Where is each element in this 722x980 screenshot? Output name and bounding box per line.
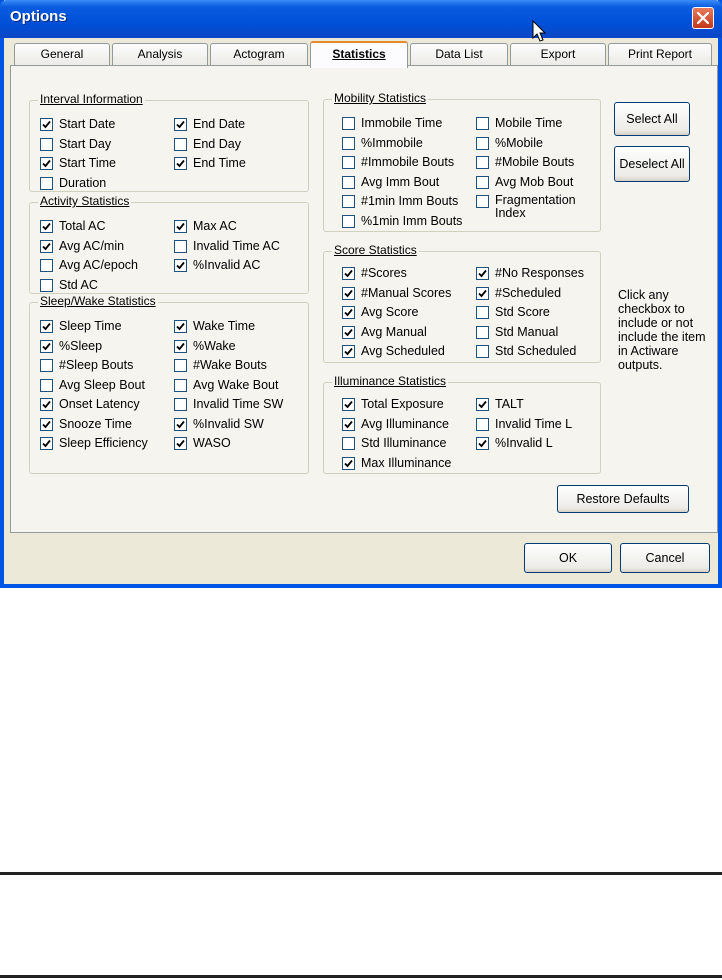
checkbox[interactable]	[342, 345, 355, 358]
checkbox-item[interactable]	[40, 358, 133, 374]
checkbox-item[interactable]	[342, 266, 407, 282]
activity-statistics-group	[29, 194, 309, 294]
score-statistics-group	[323, 243, 601, 363]
checkbox[interactable]	[342, 437, 355, 450]
checkbox[interactable]	[476, 117, 489, 130]
checkbox[interactable]	[342, 137, 355, 150]
checkmark-icon	[343, 288, 354, 299]
checkbox-item[interactable]	[40, 378, 145, 394]
checkbox-label: %Invalid AC	[193, 258, 261, 272]
checkbox-label: #Wake Bouts	[193, 358, 267, 372]
checkbox-label: Avg Imm Bout	[361, 174, 440, 189]
checkbox[interactable]	[476, 156, 489, 169]
checkbox-item[interactable]	[40, 278, 98, 294]
checkbox-label: Avg Scheduled	[361, 344, 445, 358]
checkbox[interactable]	[342, 418, 355, 431]
checkbox[interactable]	[174, 359, 187, 372]
checkbox-label: End Time	[193, 156, 246, 170]
checkmark-icon	[477, 288, 488, 299]
checkmark-icon	[175, 438, 186, 449]
checkmark-icon	[41, 221, 52, 232]
checkbox[interactable]	[174, 320, 187, 333]
checkbox-label: Onset Latency	[59, 397, 140, 411]
checkbox-item[interactable]	[342, 116, 442, 132]
checkbox[interactable]	[174, 437, 187, 450]
checkbox-label: #Mobile Bouts	[495, 155, 575, 169]
checkbox[interactable]	[40, 340, 53, 353]
checkbox-item[interactable]	[342, 175, 439, 191]
checkbox[interactable]	[342, 457, 355, 470]
checkbox-item[interactable]	[40, 219, 106, 235]
tab-analysis[interactable]: Analysis	[112, 43, 208, 65]
horizontal-rule	[0, 872, 722, 875]
checkbox-label: Sleep Efficiency	[59, 436, 148, 450]
checkmark-icon	[41, 419, 52, 430]
checkbox[interactable]	[342, 215, 355, 228]
help-text: Click any checkbox to include or not include the item in Actiware outputs.	[618, 288, 706, 372]
checkbox[interactable]	[40, 259, 53, 272]
tab-data-list[interactable]: Data List	[410, 43, 508, 65]
checkbox-label: Snooze Time	[59, 416, 132, 431]
checkmark-icon	[477, 268, 488, 279]
checkbox-item[interactable]	[342, 155, 454, 171]
checkbox-label: Sleep Time	[59, 319, 122, 333]
checkbox-item[interactable]	[476, 136, 543, 152]
checkbox-label: #Scores	[361, 266, 407, 280]
checkbox-label: Total AC	[59, 219, 106, 233]
checkbox-item[interactable]	[174, 397, 283, 413]
checkbox-item[interactable]	[342, 397, 444, 413]
checkmark-icon	[175, 260, 186, 271]
checkbox-label: Std Score	[495, 305, 550, 319]
checkbox[interactable]	[342, 176, 355, 189]
checkbox-item[interactable]	[476, 155, 574, 171]
checkmark-icon	[175, 419, 186, 430]
checkmark-icon	[41, 321, 52, 332]
checkbox-item[interactable]	[476, 325, 558, 341]
checkbox-item[interactable]	[40, 397, 140, 413]
checkbox-item[interactable]	[40, 137, 111, 153]
checkbox-label: #Scheduled	[495, 285, 562, 300]
close-icon	[697, 12, 709, 24]
checkbox-label: Avg Manual	[361, 324, 427, 339]
checkbox[interactable]	[476, 345, 489, 358]
checkmark-icon	[175, 119, 186, 130]
checkbox[interactable]	[342, 398, 355, 411]
checkbox-label: Max Illuminance	[361, 455, 452, 470]
checkbox[interactable]	[342, 306, 355, 319]
checkbox[interactable]	[174, 398, 187, 411]
checkbox-item[interactable]	[342, 194, 458, 210]
checkbox-item[interactable]	[174, 378, 278, 394]
checkbox-item[interactable]	[40, 117, 115, 133]
checkmark-icon	[343, 419, 354, 430]
checkbox[interactable]	[476, 437, 489, 450]
checkbox-label: Start Time	[59, 156, 116, 170]
window-title: Options	[10, 8, 67, 25]
checkbox-label: Mobile Time	[495, 116, 563, 130]
checkbox-label: #Sleep Bouts	[59, 358, 134, 372]
checkbox[interactable]	[174, 220, 187, 233]
checkbox-item[interactable]	[174, 436, 231, 452]
checkbox-label: Avg Mob Bout	[495, 174, 574, 189]
checkbox[interactable]	[40, 138, 53, 151]
checkmark-icon	[343, 346, 354, 357]
checkbox-label: TALT	[495, 397, 524, 411]
checkmark-icon	[175, 341, 186, 352]
group-title: Activity Statistics	[40, 194, 130, 208]
checkbox-label: Avg Score	[361, 305, 419, 319]
group-title: Sleep/Wake Statistics	[40, 294, 156, 308]
checkbox[interactable]	[174, 240, 187, 253]
checkbox[interactable]	[342, 195, 355, 208]
checkbox-item[interactable]	[174, 156, 246, 172]
checkbox-label: %Immobile	[361, 135, 423, 150]
checkbox-item[interactable]	[476, 266, 584, 282]
checkbox-label: Start Day	[59, 136, 112, 151]
checkbox-item[interactable]	[40, 339, 102, 355]
ok-button[interactable]: OK	[524, 543, 612, 573]
illuminance-statistics-group	[323, 374, 601, 474]
checkmark-icon	[343, 327, 354, 338]
checkbox[interactable]	[40, 398, 53, 411]
checkmark-icon	[175, 321, 186, 332]
checkbox[interactable]	[40, 279, 53, 292]
checkbox[interactable]	[342, 117, 355, 130]
checkbox-label: Invalid Time AC	[193, 238, 280, 253]
checkbox[interactable]	[40, 220, 53, 233]
checkbox-item[interactable]	[40, 239, 124, 255]
checkmark-icon	[41, 119, 52, 130]
checkmark-icon	[175, 158, 186, 169]
checkmark-icon	[477, 399, 488, 410]
checkbox-item[interactable]	[476, 305, 550, 321]
checkmark-icon	[41, 158, 52, 169]
checkbox[interactable]	[342, 287, 355, 300]
checkbox-item[interactable]	[342, 344, 445, 360]
checkbox-item[interactable]	[342, 417, 449, 433]
checkbox-label: Std Illuminance	[361, 436, 447, 450]
checkmark-icon	[41, 341, 52, 352]
checkbox-label: Wake Time	[193, 319, 256, 333]
checkbox-item[interactable]	[342, 136, 423, 152]
checkbox[interactable]	[342, 326, 355, 339]
checkbox-item[interactable]	[476, 397, 524, 413]
mobility-statistics-group	[323, 91, 601, 232]
checkbox-label: %Invalid L	[495, 436, 553, 450]
checkbox-label: WASO	[193, 436, 231, 450]
checkbox-label: Start Date	[59, 117, 116, 131]
checkbox-label: Std Scheduled	[495, 344, 577, 358]
checkbox-item[interactable]	[342, 286, 451, 302]
title-bar[interactable]	[0, 0, 722, 38]
checkbox[interactable]	[174, 157, 187, 170]
checkbox-item[interactable]	[40, 156, 116, 172]
checkbox-label: Fragmentation Index	[495, 193, 576, 220]
checkbox[interactable]	[476, 306, 489, 319]
checkbox-label: Max AC	[193, 219, 237, 233]
checkbox[interactable]	[476, 137, 489, 150]
checkbox[interactable]	[40, 379, 53, 392]
horizontal-rule	[0, 975, 722, 978]
checkbox-label: #1min Imm Bouts	[361, 194, 459, 208]
checkbox-label: #Immobile Bouts	[361, 155, 455, 169]
checkbox-item[interactable]	[342, 325, 427, 341]
checkbox-item[interactable]	[476, 116, 562, 132]
checkbox-label: End Date	[193, 117, 246, 131]
checkmark-icon	[343, 399, 354, 410]
deselect-all-button[interactable]: Deselect All	[614, 146, 690, 182]
checkbox-item[interactable]	[476, 344, 576, 360]
checkbox[interactable]	[476, 195, 489, 208]
close-button[interactable]	[692, 7, 714, 29]
tab-print-report[interactable]: Print Report	[608, 43, 712, 65]
checkbox[interactable]	[476, 418, 489, 431]
checkbox-item[interactable]	[174, 339, 236, 355]
cancel-button[interactable]: Cancel	[620, 543, 710, 573]
checkbox[interactable]	[342, 267, 355, 280]
checkmark-icon	[343, 458, 354, 469]
checkbox-item[interactable]	[40, 258, 138, 274]
tab-export[interactable]: Export	[510, 43, 606, 65]
group-title: Mobility Statistics	[334, 91, 427, 105]
checkbox[interactable]	[40, 157, 53, 170]
checkbox-label: Duration	[59, 175, 107, 190]
checkbox-label: %Mobile	[495, 135, 543, 150]
checkbox-item[interactable]	[174, 239, 280, 255]
restore-defaults-button[interactable]: Restore Defaults	[557, 485, 689, 513]
group-title: Score Statistics	[334, 243, 417, 257]
checkbox[interactable]	[174, 379, 187, 392]
checkbox-label: Std Manual	[495, 324, 559, 339]
checkbox[interactable]	[174, 259, 187, 272]
checkbox-item[interactable]	[476, 193, 585, 220]
group-title: Illuminance Statistics	[334, 374, 447, 388]
checkbox-label: #Manual Scores	[361, 285, 452, 300]
checkbox[interactable]	[174, 138, 187, 151]
interval-information-group	[29, 92, 309, 192]
checkbox[interactable]	[476, 176, 489, 189]
checkbox-item[interactable]	[342, 456, 451, 472]
select-all-button[interactable]: Select All	[614, 102, 690, 136]
checkbox-label: %Wake	[193, 338, 236, 353]
checkmark-icon	[343, 268, 354, 279]
checkbox-label: %Invalid SW	[193, 416, 264, 431]
checkbox[interactable]	[40, 437, 53, 450]
checkbox-item[interactable]	[342, 214, 462, 230]
checkbox-item[interactable]	[174, 358, 267, 374]
tab-general[interactable]: General	[14, 43, 110, 65]
checkbox[interactable]	[476, 287, 489, 300]
checkbox-item[interactable]	[174, 117, 245, 133]
checkbox-item[interactable]	[476, 175, 573, 191]
checkbox-item[interactable]	[342, 436, 446, 452]
sleep-wake-statistics-group	[29, 294, 309, 474]
checkbox-label: Avg Illuminance	[361, 416, 450, 431]
checkbox-label: Total Exposure	[361, 397, 444, 411]
checkbox[interactable]	[476, 326, 489, 339]
checkbox-label: Avg Wake Bout	[193, 377, 279, 392]
checkbox-item[interactable]	[40, 176, 106, 192]
checkbox-item[interactable]	[40, 319, 122, 335]
checkbox-label: End Day	[193, 136, 241, 151]
checkmark-icon	[343, 307, 354, 318]
checkmark-icon	[41, 438, 52, 449]
mouse-cursor-icon	[532, 20, 548, 44]
checkbox[interactable]	[174, 418, 187, 431]
checkmark-icon	[41, 241, 52, 252]
checkbox[interactable]	[476, 398, 489, 411]
checkbox-label: %1min Imm Bouts	[361, 213, 463, 228]
checkbox[interactable]	[476, 267, 489, 280]
checkmark-icon	[477, 438, 488, 449]
checkbox-item[interactable]	[476, 286, 561, 302]
checkbox-label: Invalid Time L	[495, 416, 573, 431]
group-title: Interval Information	[40, 92, 143, 106]
checkbox[interactable]	[174, 340, 187, 353]
checkbox[interactable]	[40, 118, 53, 131]
checkbox-label: Std AC	[59, 277, 98, 292]
checkbox-label: %Sleep	[59, 338, 103, 353]
checkbox-item[interactable]	[342, 305, 418, 321]
checkbox-item[interactable]	[40, 436, 148, 452]
checkbox-label: Avg AC/min	[59, 238, 125, 253]
tab-actogram[interactable]: Actogram	[210, 43, 308, 65]
checkmark-icon	[41, 399, 52, 410]
checkbox-item[interactable]	[174, 319, 255, 335]
checkbox[interactable]	[40, 418, 53, 431]
checkbox-item[interactable]	[174, 137, 241, 153]
checkbox-item[interactable]	[174, 219, 237, 235]
checkbox[interactable]	[40, 240, 53, 253]
checkbox[interactable]	[40, 359, 53, 372]
checkbox[interactable]	[342, 156, 355, 169]
checkbox-item[interactable]	[476, 436, 553, 452]
checkbox-item[interactable]	[174, 417, 264, 433]
checkbox-item[interactable]	[476, 417, 572, 433]
checkbox-label: Avg Sleep Bout	[59, 377, 145, 392]
statistics-panel	[10, 65, 718, 533]
checkbox-label: Avg AC/epoch	[59, 258, 138, 272]
checkbox-label: #No Responses	[495, 266, 584, 280]
checkmark-icon	[175, 221, 186, 232]
checkbox-item[interactable]	[174, 258, 260, 274]
checkbox-label: Invalid Time SW	[193, 397, 284, 411]
checkbox[interactable]	[40, 320, 53, 333]
checkbox[interactable]	[174, 118, 187, 131]
checkbox-label: Immobile Time	[361, 116, 443, 130]
checkbox[interactable]	[40, 177, 53, 190]
tab-statistics[interactable]: Statistics	[310, 41, 408, 68]
checkbox-item[interactable]	[40, 417, 132, 433]
